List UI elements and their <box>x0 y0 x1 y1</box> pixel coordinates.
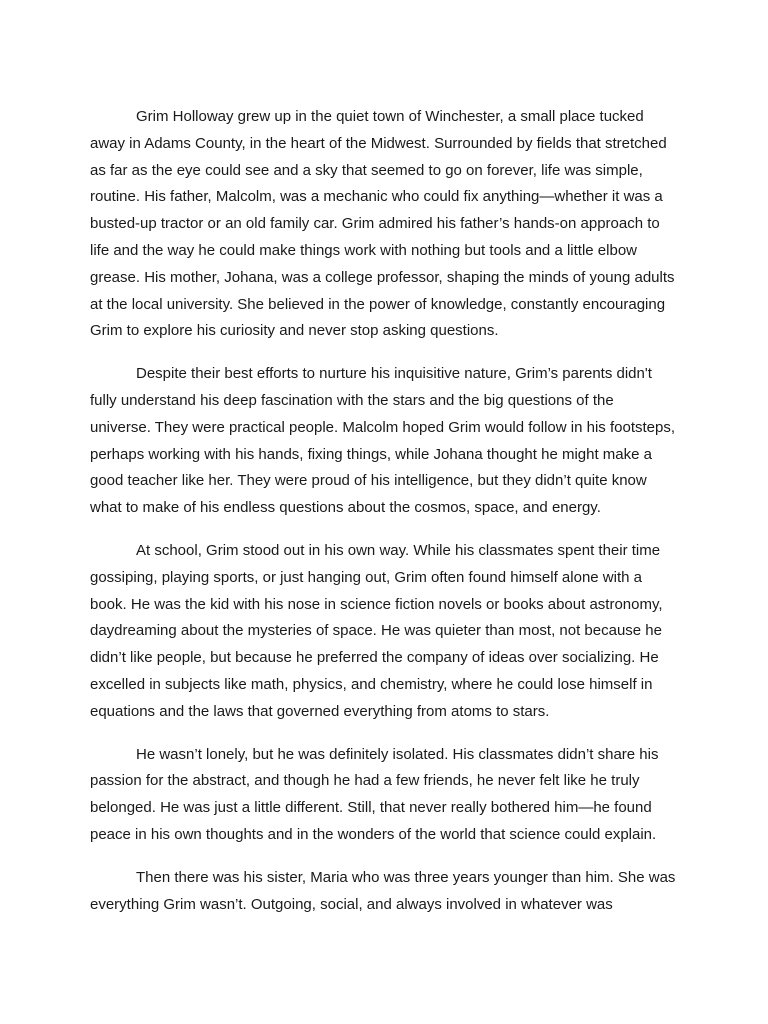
paragraph-isolation: He wasn’t lonely, but he was definitely isolated. His classmates didn’t share his passion for the abstract, and though he had a few friends, he never felt like he truly belonged. He was just a little different. Still, that never really bothered him—he found peace in his own thoughts and in the wonders of the world that science could explain. <box>90 745 659 843</box>
paragraph-parents: Despite their best efforts to nurture his inquisitive nature, Grim’s parents didn't fully understand his deep fascination with the stars and the big questions of the universe. They were practical people. Malcolm hoped Grim would follow in his footsteps, perhaps working with his hands, fixing things, while Johana thought he might make a good teacher like her. They were proud of his intelligence, but they didn’t quite know what to make of his endless questions about the cosmos, space, and energy. <box>90 365 675 517</box>
document-body <box>90 104 678 918</box>
paragraph-childhood: Grim Holloway grew up in the quiet town of Winchester, a small place tucked away in Adams County, in the heart of the Midwest. Surrounded by fields that stretched as far as the eye could see and a sky that seemed to go on forever, life was simple, routine. His father, Malcolm, was a mechanic who could fix anything—whether it was a busted-up tractor or an old family car. Grim admired his father’s hands-on approach to life and the way he could make things work with nothing but tools and a little elbow grease. His mother, Johana, was a college professor, shaping the minds of young adults at the local university. She believed in the power of knowledge, constantly encouraging Grim to explore his curiosity and never stop asking questions. <box>90 108 675 340</box>
paragraph-sister: Then there was his sister, Maria who was three years younger than him. She was everything Grim wasn’t. Outgoing, social, and always involved in whatever was <box>90 868 676 913</box>
paragraph-school: At school, Grim stood out in his own way. While his classmates spent their time gossiping, playing sports, or just hanging out, Grim often found himself alone with a book. He was the kid with his nose in science fiction novels or books about astronomy, daydreaming about the mysteries of space. He was quieter than most, not because he didn’t like people, but because he preferred the company of ideas over socializing. He excelled in subjects like math, physics, and chemistry, where he could lose himself in equations and the laws that governed everything from atoms to stars. <box>90 541 663 720</box>
